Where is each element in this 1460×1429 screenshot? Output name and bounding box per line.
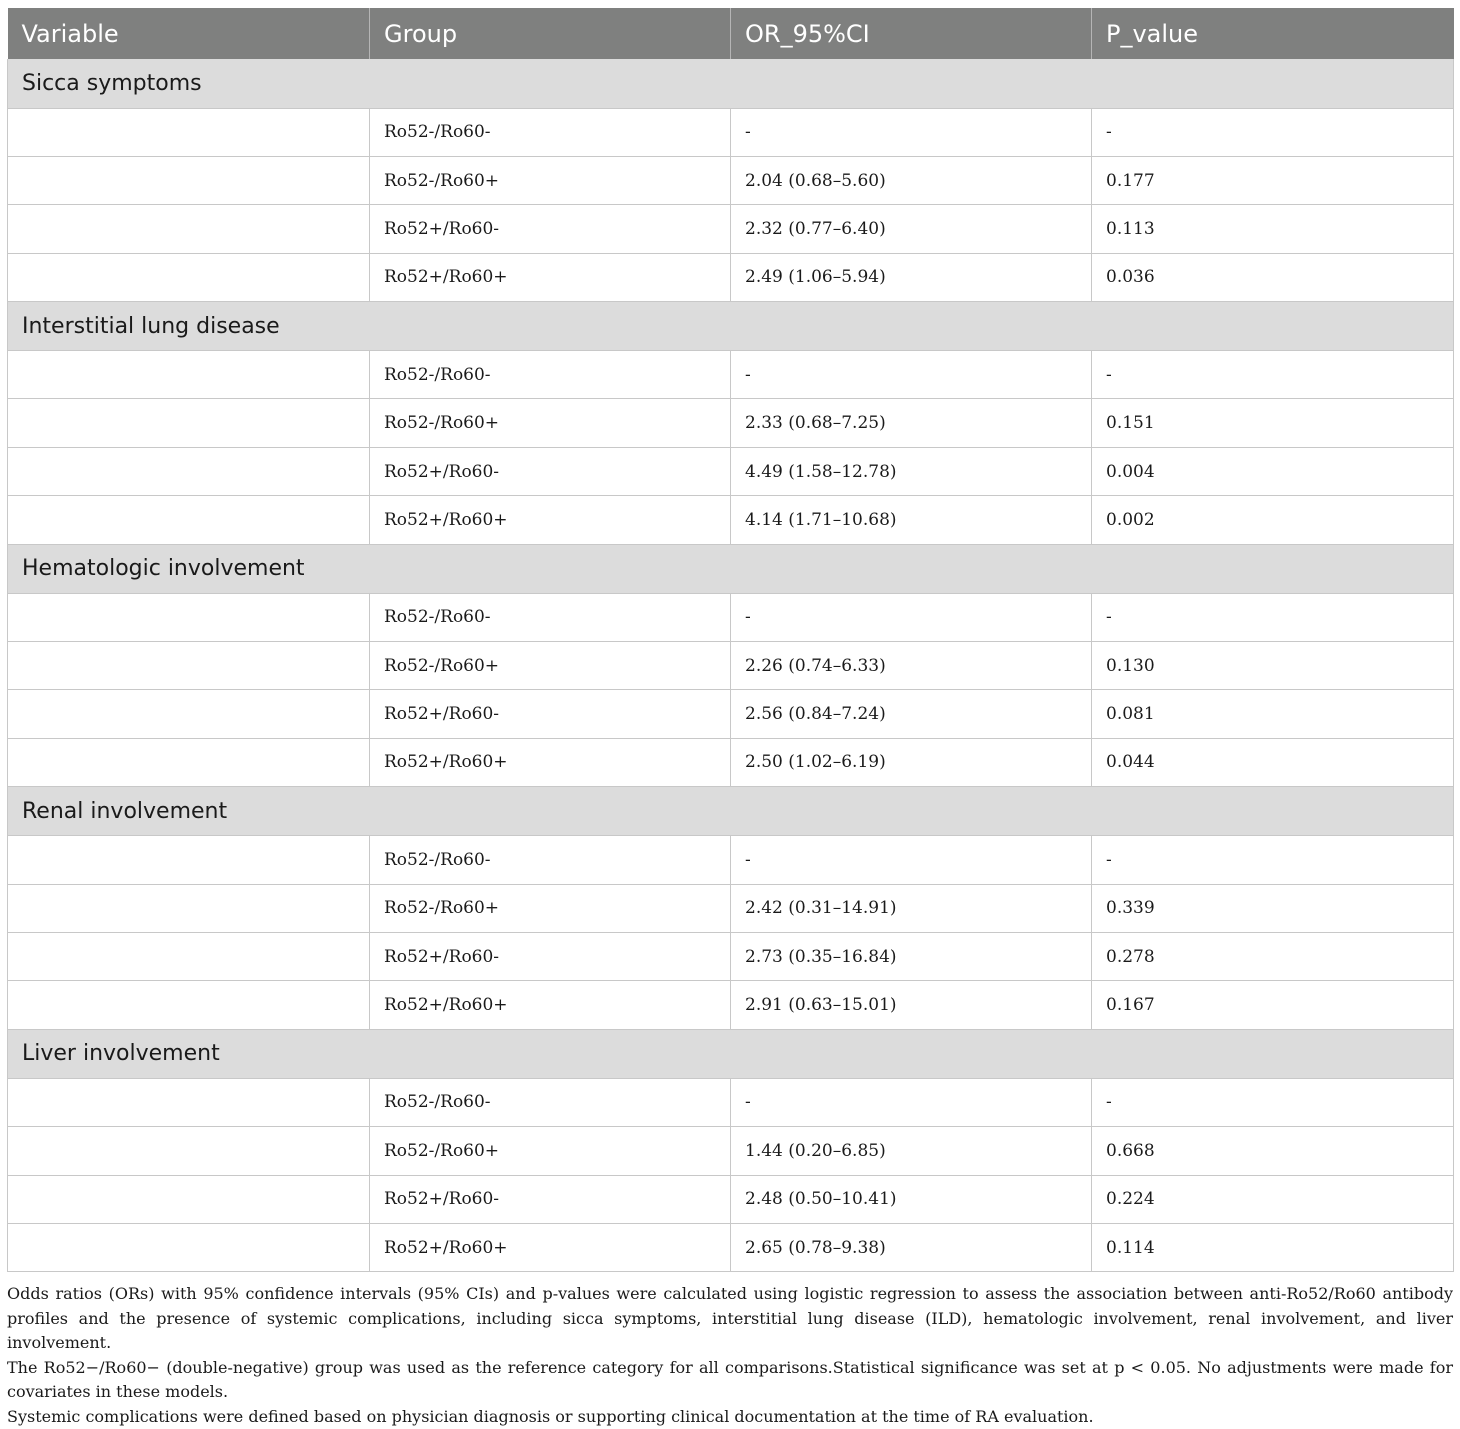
or-cell: 2.48 (0.50–10.41) [731, 1175, 1092, 1223]
group-cell: Ro52-/Ro60- [370, 108, 731, 156]
p-value-cell: 0.081 [1092, 690, 1454, 738]
variable-cell [8, 1078, 370, 1126]
variable-cell [8, 496, 370, 544]
group-cell: Ro52-/Ro60- [370, 836, 731, 884]
or-cell: 2.73 (0.35–16.84) [731, 932, 1092, 980]
table-row [8, 738, 1454, 786]
or-cell: 2.91 (0.63–15.01) [731, 981, 1092, 1029]
group-cell: Ro52+/Ro60+ [370, 253, 731, 301]
table-row [8, 1078, 1454, 1126]
section-label: Hematologic involvement [8, 544, 1454, 593]
section-label: Interstitial lung disease [8, 302, 1454, 351]
group-cell: Ro52+/Ro60+ [370, 738, 731, 786]
table-row [8, 884, 1454, 932]
group-cell: Ro52+/Ro60- [370, 932, 731, 980]
or-cell: - [731, 1078, 1092, 1126]
p-value-cell: 0.339 [1092, 884, 1454, 932]
group-cell: Ro52+/Ro60- [370, 447, 731, 495]
variable-cell [8, 932, 370, 980]
p-value-cell: 0.004 [1092, 447, 1454, 495]
header-variable: Variable [8, 8, 370, 59]
p-value-cell: 0.113 [1092, 205, 1454, 253]
variable-cell [8, 205, 370, 253]
table-row [8, 496, 1454, 544]
table-row [8, 981, 1454, 1029]
section-row [8, 787, 1454, 836]
footnote-2: The Ro52−/Ro60− (double-negative) group was used as the reference category for all comparisons.Statistical significance was set at p < 0.05. No adjustments were made for covariates in these models. [7, 1356, 1453, 1405]
table-row [8, 1175, 1454, 1223]
or-cell: 2.04 (0.68–5.60) [731, 156, 1092, 204]
variable-cell [8, 399, 370, 447]
header-or-95ci: OR_95%CI [731, 8, 1092, 59]
table-row [8, 108, 1454, 156]
p-value-cell: 0.224 [1092, 1175, 1454, 1223]
p-value-cell: 0.130 [1092, 642, 1454, 690]
section-label: Liver involvement [8, 1029, 1454, 1078]
or-cell: - [731, 836, 1092, 884]
group-cell: Ro52-/Ro60+ [370, 156, 731, 204]
variable-cell [8, 690, 370, 738]
table-row [8, 156, 1454, 204]
or-cell: 2.33 (0.68–7.25) [731, 399, 1092, 447]
variable-cell [8, 981, 370, 1029]
group-cell: Ro52-/Ro60+ [370, 399, 731, 447]
table-row [8, 253, 1454, 301]
table-footnotes [7, 1282, 1453, 1429]
or-cell: - [731, 593, 1092, 641]
variable-cell [8, 253, 370, 301]
group-cell: Ro52+/Ro60+ [370, 1223, 731, 1271]
variable-cell [8, 593, 370, 641]
results-table-container [7, 8, 1453, 1272]
variable-cell [8, 1175, 370, 1223]
results-table [7, 8, 1454, 1272]
variable-cell [8, 738, 370, 786]
or-cell: 4.14 (1.71–10.68) [731, 496, 1092, 544]
table-row [8, 205, 1454, 253]
table-row [8, 932, 1454, 980]
table-row [8, 351, 1454, 399]
group-cell: Ro52+/Ro60- [370, 1175, 731, 1223]
p-value-cell: 0.151 [1092, 399, 1454, 447]
group-cell: Ro52+/Ro60+ [370, 496, 731, 544]
group-cell: Ro52-/Ro60- [370, 351, 731, 399]
p-value-cell: 0.177 [1092, 156, 1454, 204]
p-value-cell: - [1092, 351, 1454, 399]
table-row [8, 447, 1454, 495]
table-row [8, 690, 1454, 738]
group-cell: Ro52-/Ro60+ [370, 884, 731, 932]
table-row [8, 1127, 1454, 1175]
or-cell: 2.56 (0.84–7.24) [731, 690, 1092, 738]
or-cell: 2.26 (0.74–6.33) [731, 642, 1092, 690]
table-row [8, 642, 1454, 690]
variable-cell [8, 351, 370, 399]
group-cell: Ro52-/Ro60- [370, 1078, 731, 1126]
p-value-cell: 0.668 [1092, 1127, 1454, 1175]
variable-cell [8, 156, 370, 204]
p-value-cell: - [1092, 108, 1454, 156]
p-value-cell: 0.114 [1092, 1223, 1454, 1271]
or-cell: 4.49 (1.58–12.78) [731, 447, 1092, 495]
or-cell: 2.42 (0.31–14.91) [731, 884, 1092, 932]
group-cell: Ro52+/Ro60- [370, 690, 731, 738]
group-cell: Ro52-/Ro60+ [370, 642, 731, 690]
group-cell: Ro52+/Ro60+ [370, 981, 731, 1029]
p-value-cell: 0.044 [1092, 738, 1454, 786]
variable-cell [8, 1127, 370, 1175]
table-row [8, 593, 1454, 641]
p-value-cell: - [1092, 1078, 1454, 1126]
section-label: Renal involvement [8, 787, 1454, 836]
p-value-cell: - [1092, 836, 1454, 884]
header-group: Group [370, 8, 731, 59]
group-cell: Ro52-/Ro60- [370, 593, 731, 641]
table-row [8, 1223, 1454, 1271]
p-value-cell: 0.278 [1092, 932, 1454, 980]
p-value-cell: 0.167 [1092, 981, 1454, 1029]
table-row [8, 836, 1454, 884]
header-p-value: P_value [1092, 8, 1454, 59]
table-row [8, 399, 1454, 447]
or-cell: 2.65 (0.78–9.38) [731, 1223, 1092, 1271]
section-row [8, 544, 1454, 593]
variable-cell [8, 884, 370, 932]
variable-cell [8, 108, 370, 156]
footnote-1: Odds ratios (ORs) with 95% confidence intervals (95% CIs) and p-values were calculated using logistic regression to assess the association between anti-Ro52/Ro60 antibody profiles and the presence of systemic complications, including sicca symptoms, interstitial lung disease (ILD), hematologic involvement, renal involvement, and liver involvement. [7, 1282, 1453, 1356]
or-cell: 2.32 (0.77–6.40) [731, 205, 1092, 253]
or-cell: 2.49 (1.06–5.94) [731, 253, 1092, 301]
header-row [8, 8, 1454, 59]
section-label: Sicca symptoms [8, 59, 1454, 108]
or-cell: - [731, 351, 1092, 399]
table-header [8, 8, 1454, 59]
p-value-cell: 0.002 [1092, 496, 1454, 544]
p-value-cell: 0.036 [1092, 253, 1454, 301]
or-cell: 1.44 (0.20–6.85) [731, 1127, 1092, 1175]
or-cell: 2.50 (1.02–6.19) [731, 738, 1092, 786]
variable-cell [8, 642, 370, 690]
section-row [8, 1029, 1454, 1078]
group-cell: Ro52+/Ro60- [370, 205, 731, 253]
variable-cell [8, 1223, 370, 1271]
group-cell: Ro52-/Ro60+ [370, 1127, 731, 1175]
section-row [8, 302, 1454, 351]
p-value-cell: - [1092, 593, 1454, 641]
variable-cell [8, 836, 370, 884]
variable-cell [8, 447, 370, 495]
footnote-3: Systemic complications were defined based on physician diagnosis or supporting clinical documentation at the time of RA evaluation. [7, 1405, 1453, 1429]
or-cell: - [731, 108, 1092, 156]
table-body [8, 59, 1454, 1272]
section-row [8, 59, 1454, 108]
